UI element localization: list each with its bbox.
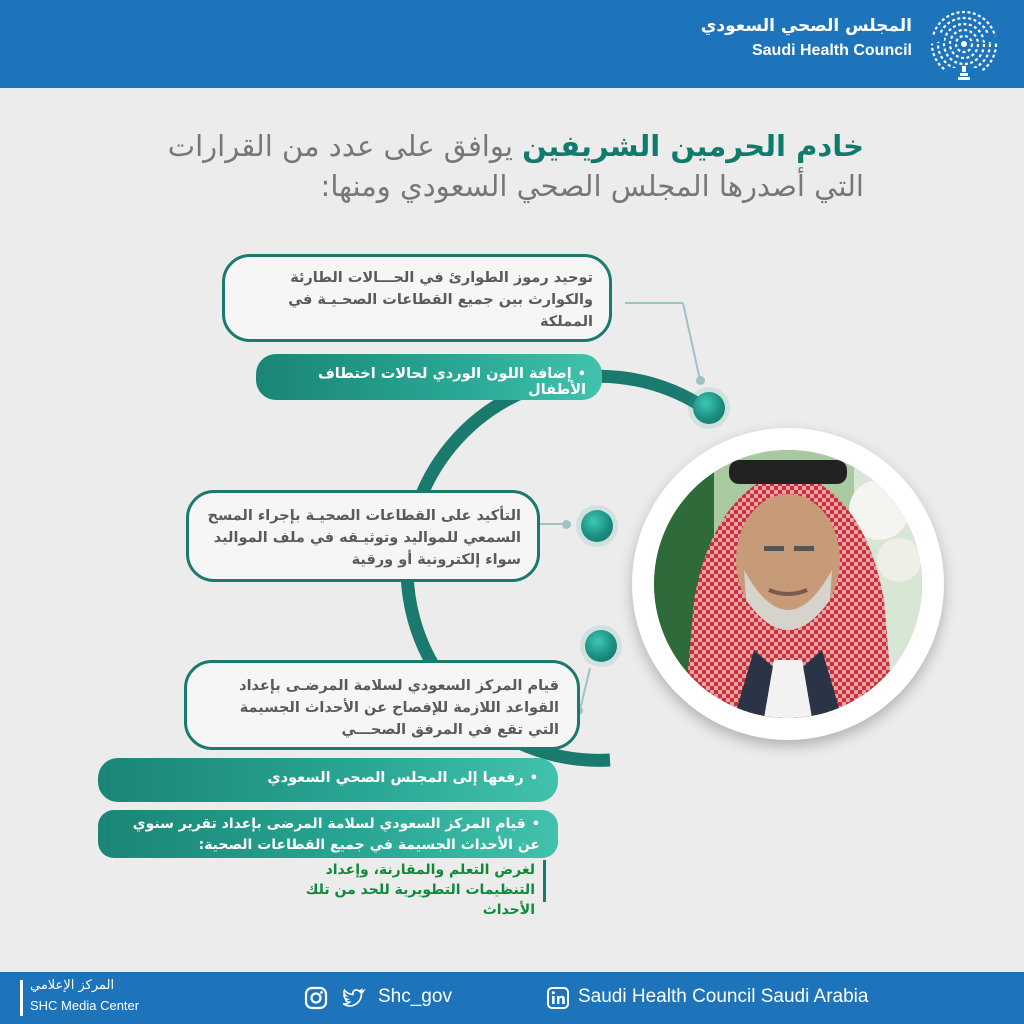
- title-line2: التي أصدرها المجلس الصحي السعودي ومنها:: [320, 169, 864, 203]
- annual-report-pill: [98, 810, 558, 858]
- decision-box-hearing-screening: [186, 490, 540, 582]
- twitter-icon[interactable]: [338, 986, 366, 1010]
- timeline-node: [693, 392, 725, 424]
- timeline-node: [581, 510, 613, 542]
- connector-dot: [696, 376, 705, 385]
- pill-text: إضافة اللون الوردي لحالات اختطاف الأطفال: [317, 366, 586, 398]
- org-name-english: Saudi Health Council: [751, 42, 912, 59]
- media-center-english: SHC Media Center: [30, 998, 140, 1013]
- bullet-icon: •: [577, 367, 586, 382]
- bullet-icon: •: [529, 771, 538, 786]
- media-center-arabic: المركز الإعلامي: [30, 978, 115, 993]
- decision-text: توحيد رموز الطوارئ في الحـــالات الطارئة والكوارث بين جميع القطاعات الصحـيـة في المملكة: [288, 270, 593, 330]
- portrait-photo: [654, 450, 922, 718]
- raise-to-council-pill: [98, 758, 558, 802]
- pink-color-pill: [256, 354, 602, 400]
- org-name-arabic: المجلس الصحي السعودي: [700, 16, 912, 36]
- decision-box-patient-safety: [184, 660, 580, 750]
- title-highlight: خادم الحرمين الشريفين: [522, 129, 864, 163]
- pill-text: رفعها إلى المجلس الصحي السعودي: [267, 770, 524, 786]
- note-text: لغرض التعلم والمقارنة، وإعداد التنظيمات التطويرية للحد من تلك الأحداث: [305, 862, 535, 918]
- learning-purpose-note: [294, 860, 546, 918]
- title-line1: يوافق على عدد من القرارات: [167, 129, 513, 163]
- footer-divider: [20, 980, 23, 1016]
- connector-dot: [562, 520, 571, 529]
- timeline-node: [585, 630, 617, 662]
- linkedin-name[interactable]: Saudi Health Council Saudi Arabia: [578, 986, 869, 1007]
- footer-bar: [0, 972, 1024, 1024]
- decision-text: التأكيد على القطاعات الصحيـة بإجراء المسح السمعي للمواليد وتوثيـقه في ملف المواليد سواء إلكترونية أو ورقية: [207, 508, 521, 568]
- social-handle[interactable]: Shc_gov: [378, 986, 452, 1007]
- instagram-icon[interactable]: [304, 986, 328, 1010]
- decision-text: قيام المركز السعودي لسلامة المرضـى بإعداد القواعد اللازمة للإفصاح عن الأحداث الجسيمة التي تقع في المرفق الصحـــي: [239, 678, 559, 738]
- pill-text: قيام المركز السعودي لسلامة المرضى بإعداد تقرير سنوي عن الأحداث الجسيمة في جميع القطاعات الصحية:: [132, 816, 540, 853]
- linkedin-icon[interactable]: [546, 986, 570, 1010]
- decision-box-emergency-codes: [222, 254, 612, 342]
- bullet-icon: •: [531, 817, 540, 832]
